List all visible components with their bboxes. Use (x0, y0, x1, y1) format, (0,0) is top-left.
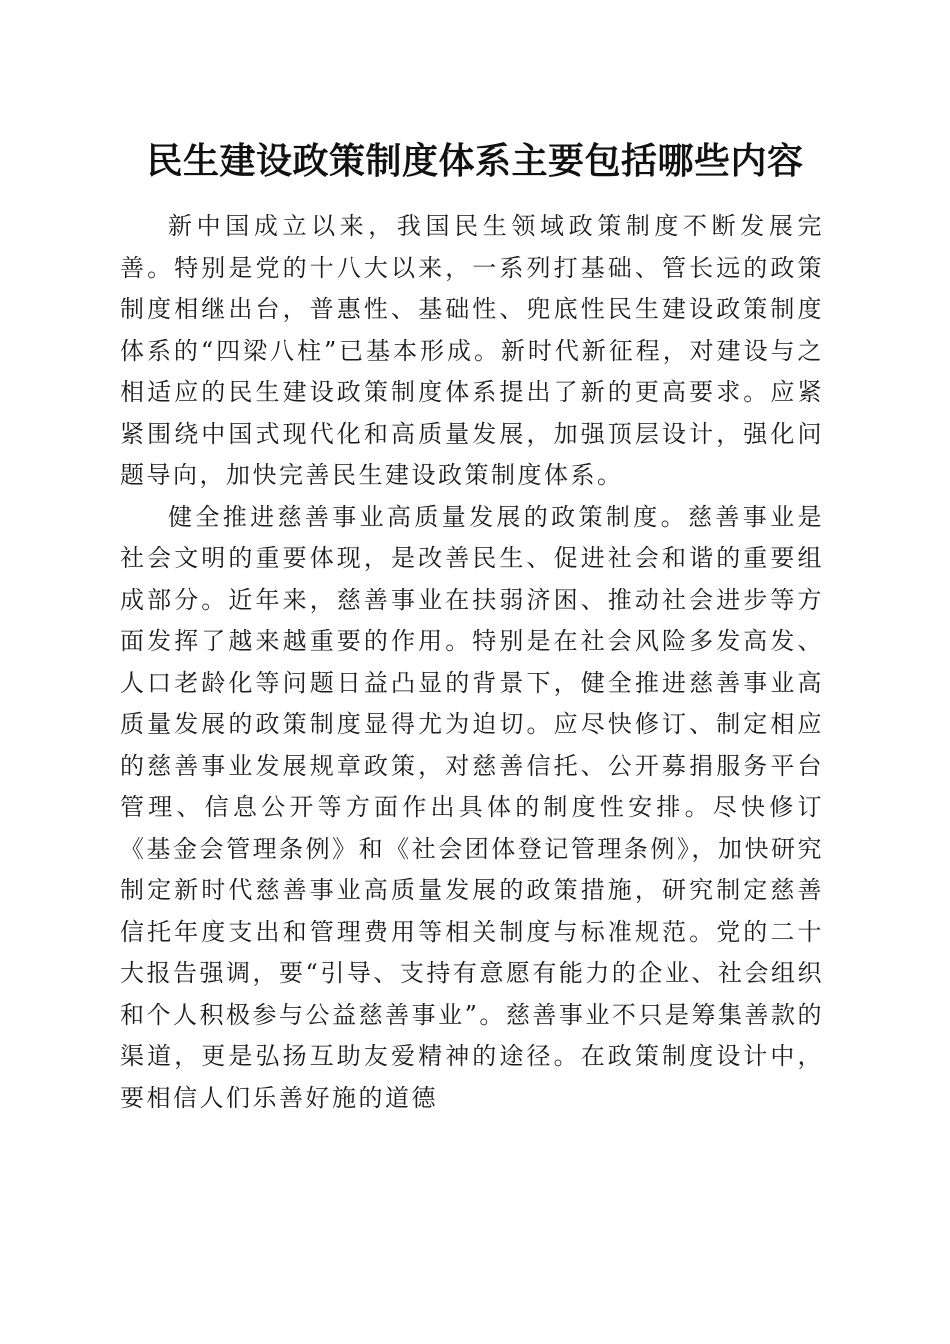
document-title: 民生建设政策制度体系主要包括哪些内容 (146, 140, 804, 182)
document-body (120, 206, 824, 1119)
paragraph-charity: 健全推进慈善事业高质量发展的政策制度。慈善事业是社会文明的重要体现，是改善民生、促进社会和谐的重要组成部分。近年来，慈善事业在扶弱济困、推动社会进步等方面发挥了越来越重要的作用。特别是在社会风险多发高发、人口老龄化等问题日益凸显的背景下，健全推进慈善事业高质量发展的政策制度显得尤为迫切。应尽快修订、制定相应的慈善事业发展规章政策，对慈善信托、公开募捐服务平台管理、信息公开等方面作出具体的制度性安排。尽快修订《基金会管理条例》和《社会团体登记管理条例》，加快研究制定新时代慈善事业高质量发展的政策措施，研究制定慈善信托年度支出和管理费用等相关制度与标准规范。党的二十大报告强调，要“引导、支持有意愿有能力的企业、社会组织和个人积极参与公益慈善事业”。慈善事业不只是筹集善款的渠道，更是弘扬互助友爱精神的途径。在政策制度设计中，要相信人们乐善好施的道德 (120, 502, 824, 1112)
paragraph-intro: 新中国成立以来，我国民生领域政策制度不断发展完善。特别是党的十八大以来，一系列打基础、管长远的政策制度相继出台，普惠性、基础性、兜底性民生建设政策制度体系的“四梁八柱”已基本形成。新时代新征程，对建设与之相适应的民生建设政策制度体系提出了新的更高要求。应紧紧围绕中国式现代化和高质量发展，加强顶层设计，强化问题导向，加快完善民生建设政策制度体系。 (120, 212, 824, 489)
